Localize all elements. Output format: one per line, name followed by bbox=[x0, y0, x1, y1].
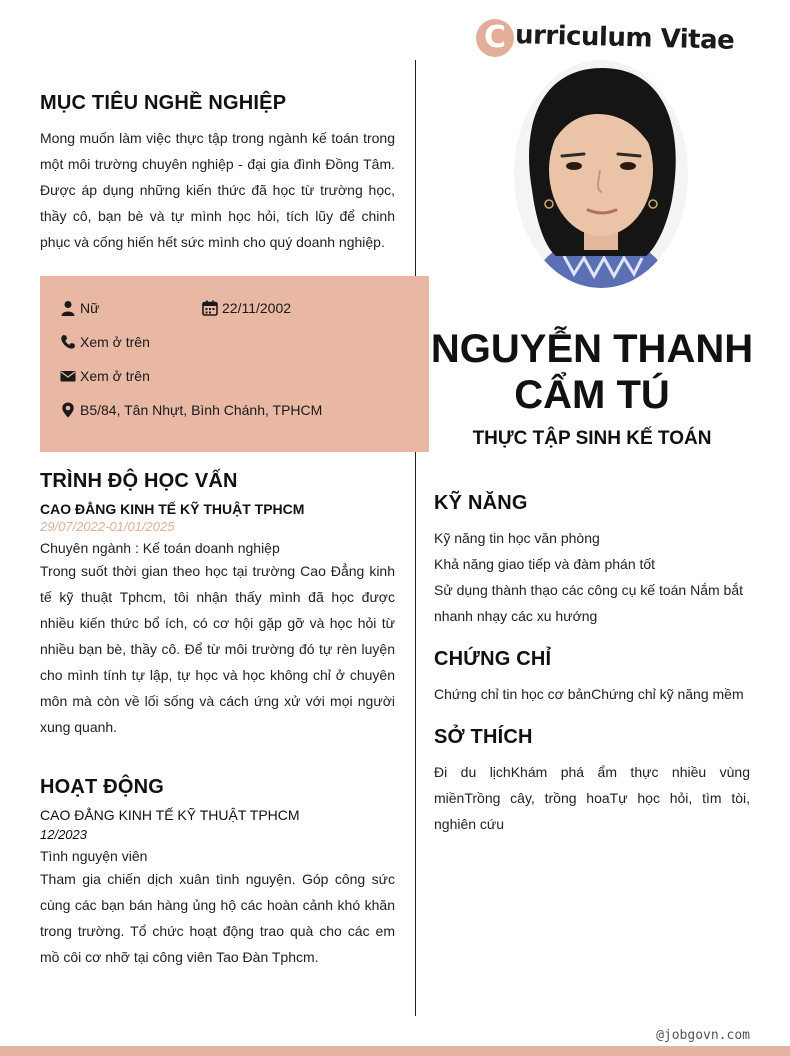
activity-org: CAO ĐẲNG KINH TẾ KỸ THUẬT TPHCM bbox=[40, 807, 300, 823]
education-description: Trong suốt thời gian theo học tại trường Cao Đẳng kinh tế kỹ thuật Tphcm, tôi nhận thấy mình đã học được nhiều kiến thức bổ ích, có cơ hội gặp gỡ và học hỏi từ nhiều bạn bè, thầy cô. Để từ môi trường đó tự rèn luyện cho mình tính tự lập, tự học và học không chỉ ở chuyên môn mà còn về lối sống và cách ứng xử với mọi người xung quanh. bbox=[40, 563, 395, 735]
phone-icon bbox=[60, 334, 76, 350]
objective-text: Mong muốn làm việc thực tập trong ngành kế toán trong một môi trường chuyên nghiệp - đại gia đình Đồng Tâm. Được áp dụng những kiến thức đã học từ trường học, thầy cô, bạn bè và tự mình học hỏi, tích lũy để chinh phục và cống hiến hết sức mình cho quý doanh nghiệp. bbox=[40, 130, 395, 250]
phone-row bbox=[60, 334, 150, 350]
email-row bbox=[60, 368, 150, 384]
certificates-title: CHỨNG CHỈ bbox=[434, 648, 552, 670]
mail-icon bbox=[60, 368, 76, 384]
objective-section bbox=[40, 92, 395, 255]
personal-info-box bbox=[40, 276, 429, 452]
activities-title: HOẠT ĐỘNG bbox=[40, 776, 165, 798]
calendar-icon bbox=[202, 300, 218, 316]
skills-title: KỸ NĂNG bbox=[434, 492, 528, 514]
birthday-row bbox=[202, 300, 291, 316]
logo-letter: C bbox=[476, 19, 514, 57]
activity-role: Tình nguyện viên bbox=[40, 848, 148, 864]
gender-value: Nữ bbox=[80, 300, 100, 316]
skill-item: Sử dụng thành thạo các công cụ kế toán Nắm bắt nhanh nhạy các xu hướng bbox=[434, 582, 744, 624]
education-title: TRÌNH ĐỘ HỌC VẤN bbox=[40, 470, 238, 492]
address-value: B5/84, Tân Nhựt, Bình Chánh, TPHCM bbox=[80, 402, 323, 418]
person-icon bbox=[60, 300, 76, 316]
hobbies-title: SỞ THÍCH bbox=[434, 726, 533, 748]
cv-logo bbox=[476, 18, 734, 58]
certificates-text: Chứng chỉ tin học cơ bảnChứng chỉ kỹ năng mềm bbox=[434, 686, 744, 702]
activity-description: Tham gia chiến dịch xuân tình nguyện. Góp công sức cùng các bạn bán hàng ủng hộ các hoàn cảnh khó khăn trong trường. Tổ chức hoạt động trao quà cho các em mồ côi cơ nhỡ tại công viên Tao Đàn Tphcm. bbox=[40, 871, 395, 965]
portrait-illustration bbox=[514, 60, 688, 288]
job-title: THỰC TẬP SINH KẾ TOÁN bbox=[472, 428, 712, 449]
activity-date: 12/2023 bbox=[40, 827, 87, 842]
watermark: @jobgovn.com bbox=[656, 1028, 750, 1043]
activities-section bbox=[40, 776, 395, 970]
phone-value: Xem ở trên bbox=[80, 334, 150, 350]
profile-photo bbox=[514, 60, 688, 288]
logo-text: urriculum Vitae bbox=[514, 20, 735, 56]
address-row bbox=[60, 402, 322, 418]
bottom-accent-bar bbox=[0, 1046, 790, 1056]
skill-item: Kỹ năng tin học văn phòng bbox=[434, 530, 600, 546]
education-section bbox=[40, 470, 395, 740]
skill-item: Khả năng giao tiếp và đàm phán tốt bbox=[434, 556, 656, 572]
education-major: Chuyên ngành : Kế toán doanh nghiệp bbox=[40, 540, 280, 556]
skills-section bbox=[434, 492, 750, 629]
education-date: 29/07/2022-01/01/2025 bbox=[40, 519, 175, 534]
email-value: Xem ở trên bbox=[80, 368, 150, 384]
column-divider bbox=[415, 60, 416, 1016]
name-line-2: CẨM TÚ bbox=[514, 373, 670, 417]
gender-row bbox=[60, 300, 99, 316]
birthday-value: 22/11/2002 bbox=[222, 300, 292, 316]
education-school: CAO ĐẲNG KINH TẾ KỸ THUẬT TPHCM bbox=[40, 501, 305, 517]
name-line-1: NGUYỄN THANH bbox=[430, 327, 754, 371]
location-pin-icon bbox=[60, 402, 76, 418]
full-name bbox=[430, 326, 754, 418]
certificates-section bbox=[434, 648, 750, 707]
hobbies-text: Đi du lịchKhám phá ẩm thực nhiều vùng miềnTrồng cây, trồng hoaTự học hỏi, tìm tòi, nghiên cứu bbox=[434, 764, 750, 832]
hobbies-section bbox=[434, 726, 750, 837]
objective-title: MỤC TIÊU NGHỀ NGHIỆP bbox=[40, 92, 287, 114]
